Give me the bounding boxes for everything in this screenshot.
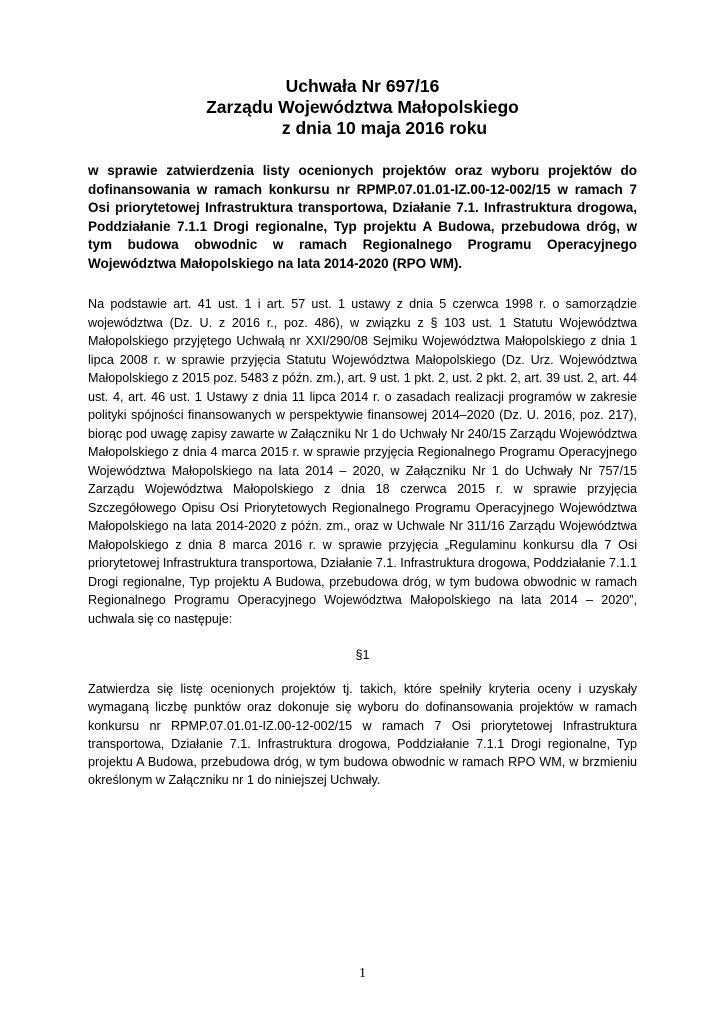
title-line-date: z dnia 10 maja 2016 roku — [281, 118, 488, 138]
page-number: 1 — [359, 966, 366, 981]
section-1-symbol: §1 — [355, 648, 370, 662]
resolution-title — [80, 76, 645, 139]
resolution-subject: w sprawie zatwierdzenia listy ocenionych projektów oraz wyboru projektów do dofinansowania w ramach konkursu nr RPMP.07.01.01-IZ.00-12-002/15 w ramach 7 Osi priorytetowej Infrastruktura transportowa, Działanie 7.1. Infrastruktura drogowa, Poddziałanie 7.1.1 Drogi regionalne, Typ projektu A Budowa, przebudowa dróg, w tym budowa obwodnic w ramach Regionalnego Programu Operacyjnego Województwa Małopolskiego na lata 2014-2020 (RPO WM). — [88, 163, 637, 271]
section-1-heading — [88, 646, 637, 664]
title-line-number: Uchwała Nr 697/16 — [285, 76, 440, 96]
section-1-text: Zatwierdza się listę ocenionych projektów tj. takich, które spełniły kryteria oceny i uzyskały wymaganą liczbę punktów oraz dokonuje się wyboru do dofinansowania projektów w ramach konkursu nr RPMP.07.01.01-IZ.00-12-002/15 w ramach 7 Osi priorytetowej Infrastruktura transportowa, Działanie 7.1. Infrastruktura drogowa, Poddziałanie 7.1.1 Drogi regionalne, Typ projektu A Budowa, przebudowa dróg, w tym budowa obwodnic w ramach RPO WM, w brzmieniu określonym w Załączniku nr 1 do niniejszej Uchwały. — [88, 682, 637, 788]
title-line-board: Zarządu Województwa Małopolskiego — [206, 97, 519, 117]
legal-basis-preamble: Na podstawie art. 41 ust. 1 i art. 57 ust. 1 ustawy z dnia 5 czerwca 1998 r. o samorządzie województwa (Dz. U. z 2016 r., poz. 486), w związku z § 103 ust. 1 Statutu Województwa Małopolskiego przyjętego Uchwałą nr XXI/290/08 Sejmiku Województwa Małopolskiego z dnia 1 lipca 2008 r. w sprawie przyjęcia Statutu Województwa Małopolskiego (Dz. Urz. Województwa Małopolskiego z 2015 poz. 5483 z późn. zm.), art. 9 ust. 1 pkt. 2, ust. 2 pkt. 2, art. 39 ust. 2, art. 44 ust. 4, art. 46 ust. 1 Ustawy z dnia 11 lipca 2014 r. o zasadach realizacji programów w zakresie polityki spójności finansowanych w perspektywie finansowej 2014–2020 (Dz. U. 2016, poz. 217), biorąc pod uwagę zapisy zawarte w Załączniku Nr 1 do Uchwały Nr 240/15 Zarządu Województwa Małopolskiego z dnia 4 marca 2015 r. w sprawie przyjęcia Regionalnego Programu Operacyjnego Województwa Małopolskiego na lata 2014 – 2020, w Załączniku Nr 1 do Uchwały Nr 757/15 Zarządu Województwa Małopolskiego z dnia 18 czerwca 2015 r. w sprawie przyjęcia Szczegółowego Opisu Osi Priorytetowych Regionalnego Programu Operacyjnego Województwa Małopolskiego na lata 2014-2020 z późn. zm., oraz w Uchwale Nr 311/16 Zarządu Województwa Małopolskiego z dnia 8 marca 2016 r. w sprawie przyjęcia „Regulaminu konkursu dla 7 Osi priorytetowej Infrastruktura transportowa, Działanie 7.1. Infrastruktura drogowa, Poddziałanie 7.1.1 Drogi regionalne, Typ projektu A Budowa, przebudowa dróg, w tym budowa obwodnic w ramach Regionalnego Programu Operacyjnego Województwa Małopolskiego na lata 2014 – 2020”, uchwala się co następuje: — [88, 297, 637, 626]
